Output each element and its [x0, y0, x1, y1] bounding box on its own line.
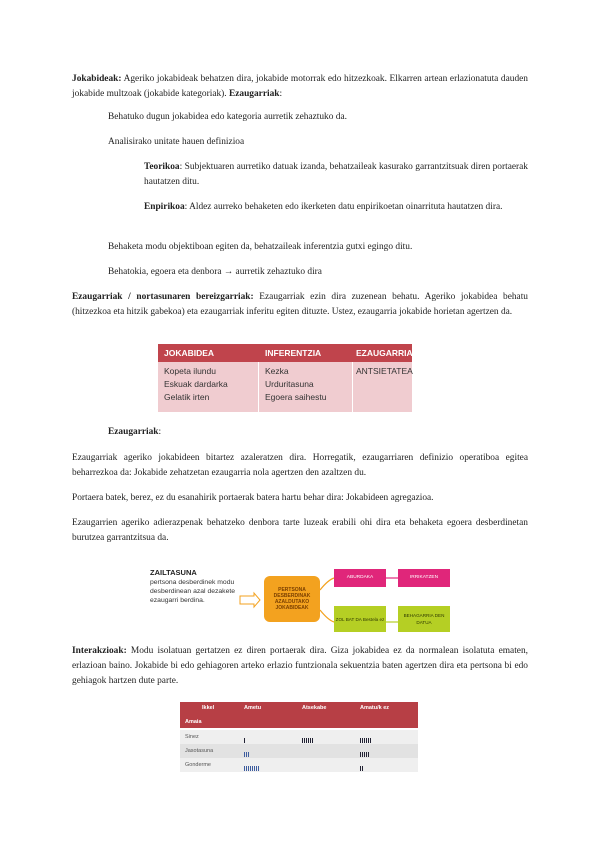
- list-item-2: Analisirako unitate hauen definizioa: [108, 137, 245, 147]
- tally-mark: [244, 738, 245, 743]
- table-cell: ANTSIETATEA: [356, 366, 413, 376]
- table-cell: Urduritasuna: [265, 379, 314, 389]
- intro-colon: :: [279, 89, 283, 99]
- tally-mark: [312, 738, 313, 743]
- tally-mark: [304, 738, 305, 743]
- table-header-inferentzia: INFERENTZIA: [265, 348, 322, 358]
- enpirikoa-paragraph: [144, 200, 528, 215]
- intro-traits-label: Ezaugarriak: [228, 89, 280, 99]
- tally-mark: [248, 752, 249, 757]
- tally-mark: [364, 752, 365, 757]
- diagram-description: pertsona desberdinek modu desberdinean azal dezakete ezaugarri berdina.: [150, 579, 236, 604]
- enpirikoa-text: : Aldez aurreko behaketen edo ikerketen datu enpirikoetan oinarrituta hautatzen dira.: [184, 202, 503, 212]
- tally-mark: [368, 752, 369, 757]
- matrix-header-top: Ikkel: [202, 705, 215, 711]
- tally-bars: [360, 748, 370, 753]
- teorikoa-paragraph: [144, 160, 528, 190]
- intro-paragraph: [72, 72, 528, 102]
- diagram-title: ZAILTASUNA: [150, 568, 197, 577]
- table-cell: Gelatik irten: [164, 392, 210, 402]
- table-row: [180, 758, 418, 772]
- tally-mark: [368, 738, 369, 743]
- matrix-col-header: Amatu/k ez: [360, 705, 390, 711]
- matrix-header-row: Amaia: [185, 719, 202, 725]
- diagram-box-2: IRRIKATZEN: [398, 569, 450, 587]
- list-item-3: Behaketa modu objektiboan egiten da, behatzaileak inferentzia gutxi egingo ditu.: [108, 242, 413, 252]
- tally-mark: [362, 766, 363, 771]
- diagram-center-box: PERTSONA DESBERDINAK AZALDUTAKO JOKABIDEAK: [264, 576, 320, 622]
- table-header-jokabidea: JOKABIDEA: [164, 348, 215, 358]
- table-row: [180, 730, 418, 744]
- tally-bars: [360, 762, 364, 767]
- tally-mark: [246, 752, 247, 757]
- section-paragraph-1: Ezaugarriak ageriko jokabideen bitartez azaleratzen dira. Horregatik, ezaugarriaren definizio operatiboa egitea beharrezkoa da: Jokabide zehatzetan ezaugarria nola agertzen den azaltzen du.: [72, 453, 528, 478]
- enpirikoa-term: Enpirikoa: [144, 202, 185, 212]
- difficulty-diagram: [150, 566, 460, 636]
- tally-mark: [258, 766, 259, 771]
- table-header-ezaugarria: EZAUGARRIA: [356, 348, 413, 358]
- tally-bars: [244, 748, 250, 753]
- tally-mark: [252, 766, 253, 771]
- section-heading-colon: :: [158, 427, 162, 437]
- diagram-box-4: BEHAGARRIA DEN DATUA: [398, 606, 450, 632]
- tally-mark: [248, 766, 249, 771]
- tally-mark: [306, 738, 307, 743]
- interactions-paragraph: [72, 644, 528, 689]
- section-heading-text: Ezaugarriak: [108, 427, 159, 437]
- tally-mark: [250, 766, 251, 771]
- row-label: Gonderme: [185, 762, 211, 768]
- matrix-header: [180, 702, 418, 728]
- tally-mark: [366, 738, 367, 743]
- tally-bars: [244, 734, 246, 739]
- tally-mark: [370, 738, 371, 743]
- matrix-col-header: Ametu: [244, 705, 262, 711]
- interaction-matrix-table: [180, 702, 418, 772]
- intro-text: Ageriko jokabideak behatzen dira, jokabide motorrak edo hitzezkoak. Elkarren artean erlazionatuta dauden jokabide multzoak (jokabide kategoriak).: [72, 74, 528, 99]
- tally-bars: [360, 734, 372, 739]
- traits-text: Ezaugarriak ezin dira zuzenean behatu. Ageriko jokabidea behatu (hitzezkoa eta hitzik gabekoa) eta ezaugarriak inferitu egiten dituzte. Ustez, ezaugarria jokabide horietan agertzen da.: [72, 292, 528, 317]
- interactions-text: Modu isolatuan gertatzen ez diren portaerak dira. Giza jokabidea ez da normalean isolatuta ematen, erlazioan baino. Jokabide bi edo gehiagoren arteko erlazio funtzionala sekuentzia baten agertzen dira eta pertsona bi edo gehiagok hartzen dute parte.: [72, 646, 528, 686]
- tally-mark: [366, 752, 367, 757]
- tally-mark: [310, 738, 311, 743]
- traits-paragraph: [72, 290, 528, 320]
- tally-mark: [362, 752, 363, 757]
- diagram-box-3: ZOL BAT DA Bestela ez: [334, 606, 386, 632]
- tally-mark: [364, 738, 365, 743]
- table-cell: Kopeta ilundu: [164, 366, 216, 376]
- tally-bars: [302, 734, 314, 739]
- table-cell: Egoera saihestu: [265, 392, 327, 402]
- tally-mark: [360, 752, 361, 757]
- row-label: Sinez: [185, 734, 199, 740]
- behavior-inference-table: [158, 344, 412, 412]
- intro-term: Jokabideak:: [72, 74, 122, 84]
- tally-bars: [244, 762, 260, 767]
- interactions-term: Interakzioak:: [72, 646, 127, 656]
- list-item-1: Behatuko dugun jokabidea edo kategoria aurretik zehaztuko da.: [108, 112, 347, 122]
- teorikoa-text: : Subjektuaren aurretiko datuak izanda, behatzaileak kasurako garrantzitsuak diren portaerak hautatzen ditu.: [144, 162, 528, 187]
- tally-mark: [244, 752, 245, 757]
- table-row: [180, 744, 418, 758]
- tally-mark: [246, 766, 247, 771]
- tally-mark: [244, 766, 245, 771]
- table-divider: [352, 362, 353, 412]
- matrix-col-header: Atsekabe: [302, 705, 327, 711]
- table-header-row: [158, 344, 412, 362]
- section-paragraph-3: Ezaugarrien ageriko adierazpenak behatzeko denbora tarte luzeak erabili ohi dira eta behaketa egoera desberdinetan burutzea garrantzitsua da.: [72, 518, 528, 543]
- table-cell: Kezka: [265, 366, 289, 376]
- traits-term: Ezaugarriak / nortasunaren bereizgarriak:: [72, 292, 254, 302]
- section-paragraph-2: Portaera batek, berez, ez du esanahirik portaerak batera hartu behar dira: Jokabideen agregazioa.: [72, 493, 434, 503]
- tally-mark: [256, 766, 257, 771]
- tally-mark: [254, 766, 255, 771]
- tally-mark: [360, 738, 361, 743]
- tally-mark: [360, 766, 361, 771]
- section-heading: [108, 425, 528, 440]
- tally-mark: [308, 738, 309, 743]
- tally-mark: [362, 738, 363, 743]
- table-cell: Eskuak dardarka: [164, 379, 228, 389]
- list-item-4: Behatokia, egoera eta denbora → aurretik zehaztuko dira: [108, 267, 322, 277]
- row-label: Jasotasuna: [185, 748, 214, 754]
- tally-mark: [302, 738, 303, 743]
- table-divider: [258, 362, 259, 412]
- diagram-box-1: ABURDAKA: [334, 569, 386, 587]
- teorikoa-term: Teorikoa: [144, 162, 180, 172]
